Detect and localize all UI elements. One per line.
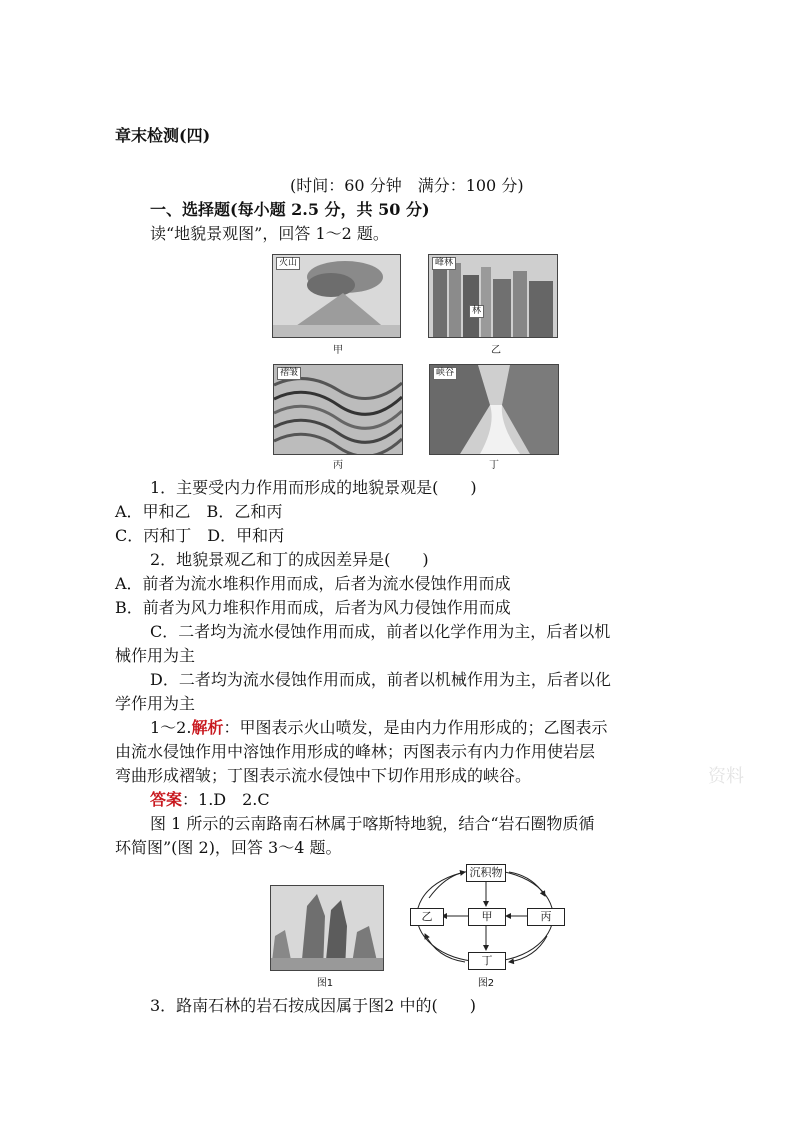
- caption-bing: 丙: [333, 460, 343, 471]
- peak-forest-photo: [428, 254, 558, 338]
- caption-figure-2: 图2: [477, 978, 495, 989]
- time-info: (时间：60 分钟 满分：100 分): [290, 176, 524, 195]
- question-1-options-cd: C．丙和丁 D．甲和丙: [115, 526, 285, 545]
- caption-yi: 乙: [491, 345, 501, 356]
- gorge-label: 峡谷: [433, 367, 457, 380]
- intro-question-3-4-cont: 环简图”(图 2)，回答 3～4 题。: [115, 838, 342, 857]
- node-jia: 甲: [468, 908, 506, 926]
- analysis-label: 解析: [191, 718, 224, 737]
- analysis-line-3: 弯曲形成褶皱；丁图表示流水侵蚀中下切作用形成的峡谷。: [115, 766, 532, 785]
- question-2-option-d: D．二者均为流水侵蚀作用而成，前者以机械作用为主，后者以化: [150, 670, 611, 689]
- volcano-photo: [272, 254, 401, 338]
- analysis-line-1: [150, 716, 720, 740]
- caption-figure-1: 图1: [316, 978, 334, 989]
- peak-forest-sign: 林: [469, 305, 484, 318]
- question-2-option-b: B．前者为风力堆积作用而成，后者为风力侵蚀作用而成: [115, 598, 511, 617]
- stone-forest-photo: [270, 885, 384, 971]
- peak-forest-label: 峰林: [432, 257, 456, 270]
- watermark: 资料: [708, 766, 744, 787]
- intro-question-1-2: 读“地貌景观图”，回答 1～2 题。: [150, 224, 389, 243]
- caption-ding: 丁: [489, 460, 499, 471]
- question-2-option-a: A．前者为流水堆积作用而成，后者为流水侵蚀作用而成: [115, 574, 511, 593]
- intro-question-3-4: 图 1 所示的云南路南石林属于喀斯特地貌，结合“岩石圈物质循: [150, 814, 595, 833]
- gorge-photo: [429, 364, 559, 455]
- answer-line: [150, 788, 720, 812]
- question-2-option-c: C．二者均为流水侵蚀作用而成，前者以化学作用为主，后者以机: [150, 622, 611, 641]
- analysis-line-2: 由流水侵蚀作用中溶蚀作用形成的峰林；丙图表示有内力作用使岩层: [115, 742, 596, 761]
- question-1-stem: 1．主要受内力作用而形成的地貌景观是( ): [150, 478, 477, 497]
- volcano-label: 火山: [276, 257, 300, 270]
- fold-photo: [273, 364, 403, 455]
- question-2-option-d-cont: 学作用为主: [115, 694, 196, 713]
- question-1-options-ab: A．甲和乙 B．乙和丙: [115, 502, 283, 521]
- question-3-stem: 3．路南石林的岩石按成因属于图2 中的( ): [150, 996, 476, 1015]
- page-title: 章末检测(四): [115, 126, 211, 145]
- node-bing: 丙: [527, 908, 565, 926]
- node-yi: 乙: [410, 908, 444, 926]
- node-ding: 丁: [468, 952, 506, 970]
- analysis-text-1: ：甲图表示火山喷发，是由内力作用形成的；乙图表示: [223, 718, 608, 737]
- answer-label: 答案: [150, 790, 183, 809]
- node-sediment: 沉积物: [466, 864, 506, 882]
- fold-label: 褶皱: [277, 367, 301, 380]
- section-heading: 一、选择题(每小题 2.5 分，共 50 分): [150, 200, 430, 219]
- analysis-prefix: 1～2.: [150, 718, 192, 737]
- answer-text: ：1.D 2.C: [182, 790, 270, 809]
- caption-jia: 甲: [333, 345, 343, 356]
- question-2-stem: 2．地貌景观乙和丁的成因差异是( ): [150, 550, 429, 569]
- question-2-option-c-cont: 械作用为主: [115, 646, 196, 665]
